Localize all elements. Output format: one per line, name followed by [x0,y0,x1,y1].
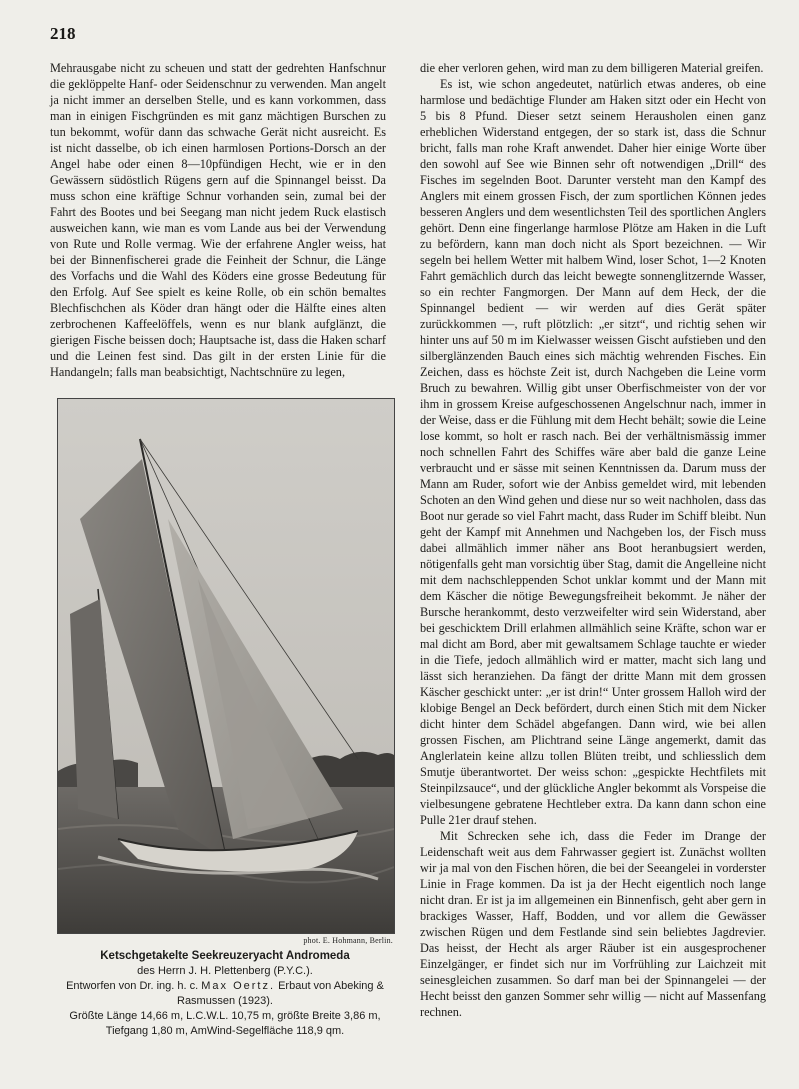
page-number: 218 [50,24,76,43]
figure-caption [57,949,393,1039]
caption-dimensions-1: Größte Länge 14,66 m, L.C.W.L. 10,75 m, größte Breite 3,86 m, [69,1010,381,1022]
caption-builder: Erbaut von Abeking & Rasmussen (1923). [177,980,384,1007]
caption-designer: Max Oertz. [201,980,276,992]
right-column [420,60,766,1020]
paragraph: Mehrausgabe nicht zu scheuen und statt der gedrehten Hanfschnur die geklöppelte Hanf- oder Seidenschnur zu verwenden. Man angelt ja nicht immer an derselben Stelle, und es kann vorkommen, dass man in einigen Fischgründen es mit ganz mächtigen Burschen zu tun bekommt, wofür dann das schwache Gerät nicht ausreicht. Es ist nicht dasselbe, ob ich einen harmlosen Portions-Dorsch an der Angel habe oder einen 8—10pfündigen Hecht, wie er in den Gewässern südöstlich Rügens gern auf die Spinnangel beisst. Da muss schon eine kräftige Schnur vorhanden sein, zumal bei der Fahrt des Bootes und bei Seegang man nicht jedem Ruck elastisch ausweichen kann, wie man es vom Lande aus bei der Verwendung von Rute und Rolle vermag. Wie der erfahrene Angler weiss, hat bei der Binnenfischerei grade die Feinheit der Schnur, die Länge des Vorfachs und die Wahl des Köders eine grosse Bedeutung für den Erfolg. Auf See spielt es keine Rolle, ob ein schön bemaltes Blechfischchen als Köder dran hängt oder die Hälfte eines alten zerbrochenen Kaffeelöffels, wenn es nur blank aufglänzt, die gierigen Fische beissen doch; Hauptsache ist, dass die Haken scharf und die Leinen fest sind. Das gilt in der ersten Linie für die Handangeln; falls man beabsichtigt, Nachtschnüre zu legen, [50,61,386,379]
caption-dimensions-2: Tiefgang 1,80 m, AmWind-Segelfläche 118,9 qm. [105,1025,345,1037]
paragraph: die eher verloren gehen, wird man zu dem billigeren Material greifen. [420,61,764,75]
photo-credit: phot. E. Hohmann, Berlin. [303,936,393,945]
yacht-figure [57,398,393,1039]
caption-title: Ketschgetakelte Seekreuzeryacht Andromeda [100,950,350,962]
caption-owner: des Herrn J. H. Plettenberg (P.Y.C.). [137,965,313,977]
left-column-text [50,60,386,380]
paragraph: Es ist, wie schon angedeutet, natürlich etwas anderes, ob eine harmlose und bedächtige Flunder am Haken sitzt oder ein Hecht von 5 bis 8 Pfund. Dieser setzt seinem Herausholen einen ganz erheblichen Widerstand entgegen, der so stark ist, dass die Schnur bricht, falls man rohe Kraft anwendet. Daher hier einige Worte über den sowohl auf See wie Binnen sehr oft notwendigen „Drill“ des Fisches im segelnden Boot. Darunter versteht man den Kampf des Anglers mit einem grossen Fisch, der zum sportlichen Können jedes besseren Anglers und dem wesentlichsten Teil des sportlichen Anglers gehört. Denn eine fingerlange harmlose Plötze am Haken in die Luft zu befördern, kann man doch nicht als Sport bezeichnen. — Wir segeln bei hellem Wetter mit halbem Wind, loser Schot, 1—2 Knoten Fahrt gemächlich durch das leicht bewegte sonnenglitzernde Wasser, so ein rechter Fangmorgen. Der Mann auf dem Heck, der die Spinnangel bedient — wir werden auf dies Gerät später zurückkommen —, ruft plötzlich: „er sitzt“, und richtig sehen wir hinter uns auf 50 m im Kielwasser weissen Gischt aufstieben und den silberglänzenden Bauch eines sich mächtig wehrenden Fisches. Ein Zeichen, dass es höchste Zeit ist, durch Nachgeben die Leine vorm Bruch zu bewahren. Willig gibt unser Oberfischmeister von der vor ihm in grossem Kreise aufgeschossenen Angelschnur nach, immer in der Weise, dass er die Fühlung mit dem Hecht behält; sowie die Leine lose kommt, so holt er rasch nach. Bei der verhältnismässig immer noch schnellen Fahrt des Schiffes wäre aber bald die ganze Leine verbraucht und er sässe mit seinen Kenntnissen da. Darum muss der Mann am Ruder, sofort wie der Anbiss gemeldet wird, mit lebenden Schoten an den Wind gehen und diese nur so weit nachholen, dass das Boot nur gerade so viel Fahrt macht, dass Ruder im Schiff bleibt. Nun geht der Kampf mit Annehmen und Nachgeben los, der Fisch muss dabei allmählich immer näher ans Boot heranbugsiert werden, nötigenfalls geht man vorsichtig über Stag, damit die Angelleine nicht mit dem nachschleppenden Schot unklar kommt und der Mann mit dem Käscher die nötige Bewegungsfreiheit bekommt. Je näher der Bursche herankommt, desto verzweifelter wird sein Widerstand, aber bei geschicktem Drill erlahmen allmählich seine Kräfte, schon war er mal dicht am Bord, aber mit gewaltsamem Schlage tauchte er wieder in die Tiefe, jedoch allmählich wird er matter, macht sich lang und lässt sich heranziehen. Da fängt der dritte Mann mit dem grossen Käscher geschickt unter: „er ist drin!“ Unter grossem Halloh wird der klobige Bengel an Deck befördert, durch einen Stich mit dem Nicker dicht hinter dem Schädel abgefangen. Dann wird, wie bei allen grossen Fischen, am Plichtrand seine Länge angemerkt, damit das Anglerlatein keine allzu tollen Blüten treibt, und schliesslich dem Smutje überantwortet. Der weiss schon: „gespickte Hechtfilets mit Steinpilzsauce“, und der glückliche Angler bekommt als Vorspeise die vielbesungene gebratene Hechtleber extra. Da kann dann schon eine Pulle 21er drauf stehen. [420,77,766,827]
caption-design-prefix: Entworfen von Dr. ing. h. c. [66,980,199,992]
yacht-photo [57,398,395,934]
right-column-text [420,60,766,1020]
caption-design [57,979,393,1009]
left-column [50,60,386,380]
paragraph: Mit Schrecken sehe ich, dass die Feder im Drange der Leidenschaft weit aus dem Fahrwasser gegiert ist. Zunächst wollten wir ja mal von den Fischen hören, die bei der Seeangelei in vorderster Linie in Frage kommen. Da ist ja der Hecht eigentlich noch lange nicht dran. Er ist ja im allgemeinen ein Binnenfisch, geht aber gern in brackiges Wasser, Haff, Bodden, und vor allem die Gewässer zwischen Rügen und dem Festlande sind sein beliebtes Jagdrevier. Das heisst, der Hecht als arger Räuber ist ein ausgesprochener Einzelgänger, er findet sich nur im Vorfrühling zur Laichzeit mit seinesgleichen zusammen. So darf man bei der Spinnangelei — der Hecht beisst den ganzen Sommer sehr willig — nicht auf Massenfang rechnen. [420,829,766,1019]
